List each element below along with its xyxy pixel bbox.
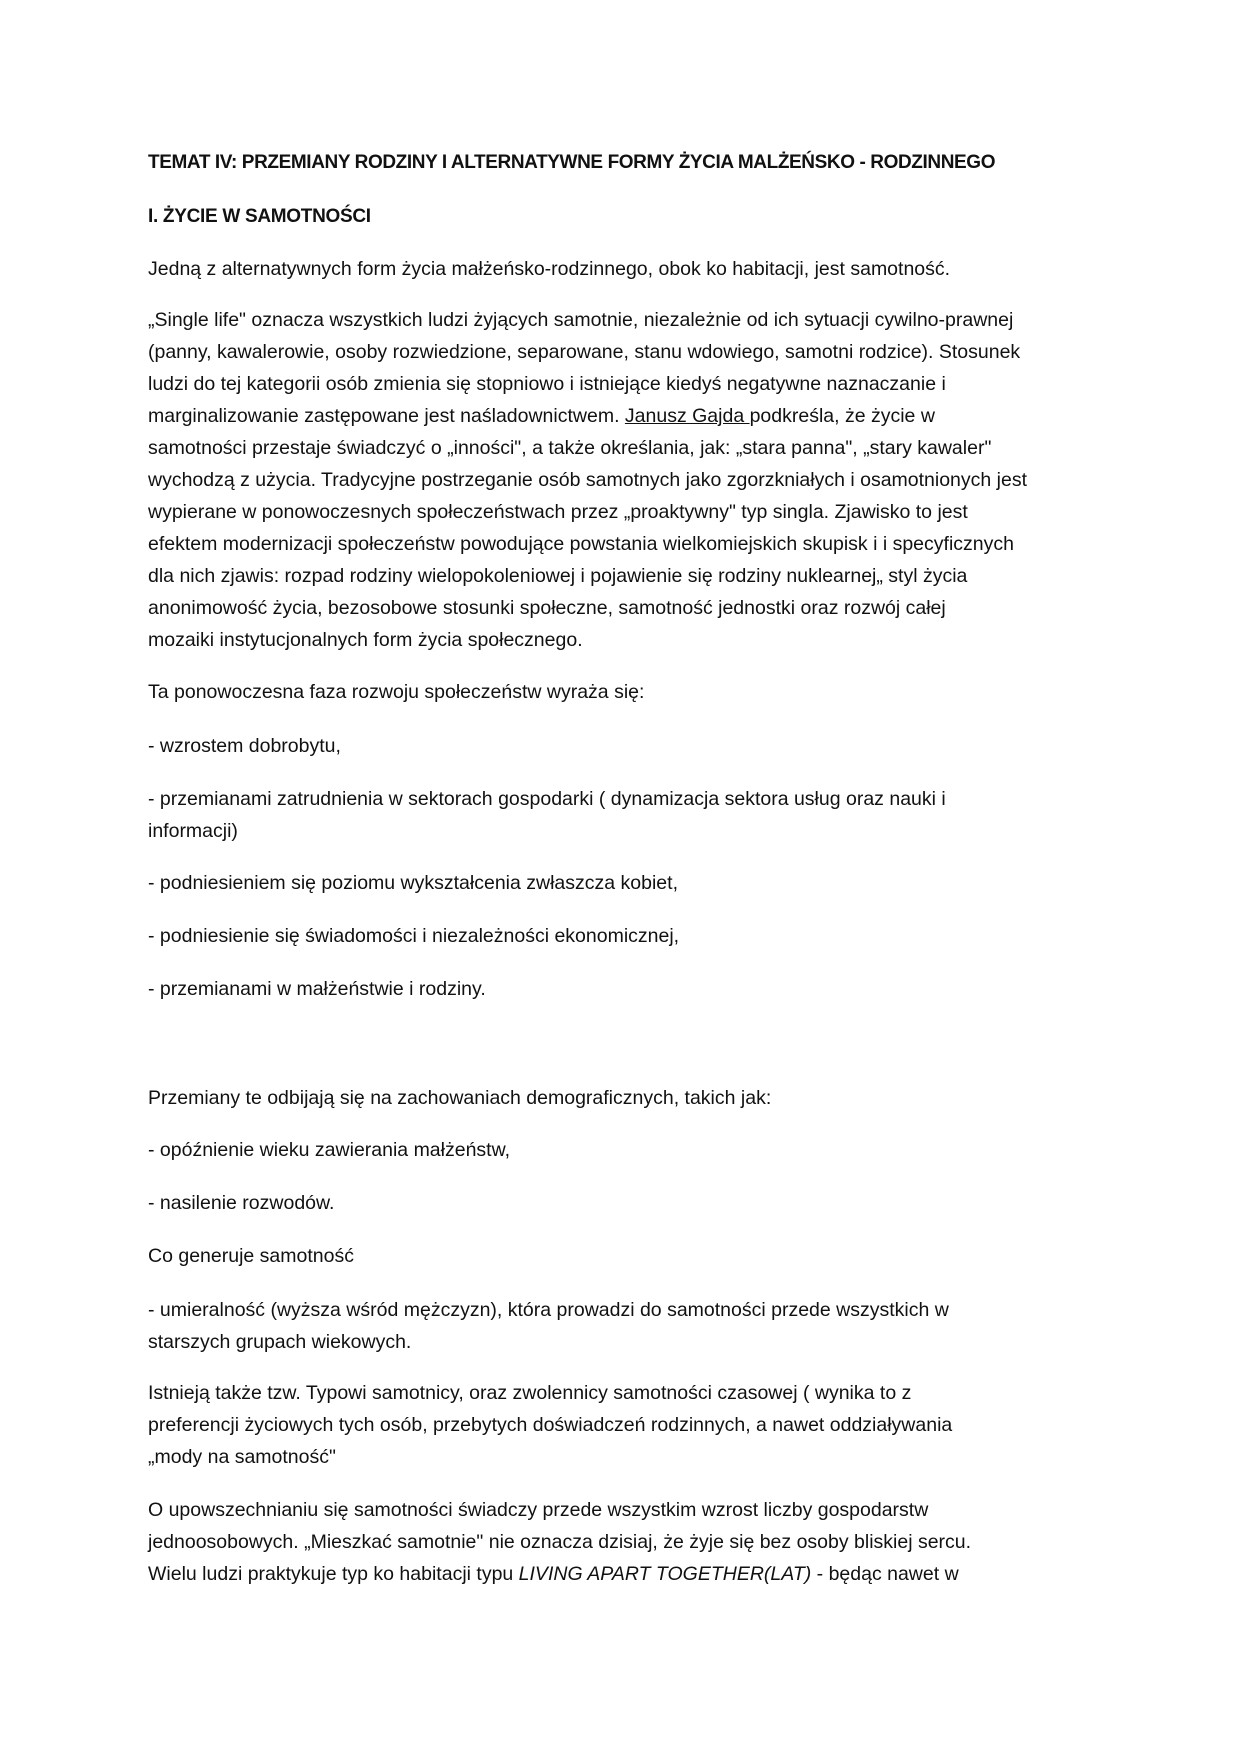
paragraph-line: - umieralność (wyższa wśród mężczyzn), która prowadzi do samotności przede wszystkich w: [148, 1299, 949, 1321]
demographic-intro: Przemiany te odbijają się na zachowaniach demograficznych, takich jak:: [148, 1087, 772, 1109]
section-heading: I. ŻYCIE W SAMOTNOŚCI: [148, 206, 371, 227]
list-item-line: - przemianami zatrudnienia w sektorach gospodarki ( dynamizacja sektora usług oraz nauki i: [148, 788, 946, 810]
paragraph-line: jednoosobowych. „Mieszkać samotnie" nie oznacza dzisiaj, że żyje się bez osoby bliskiej sercu.: [148, 1531, 972, 1553]
phase-intro: Ta ponowoczesna faza rozwoju społeczeństw wyraża się:: [148, 681, 645, 703]
list-item: - podniesieniem się poziomu wykształcenia zwłaszcza kobiet,: [148, 872, 678, 894]
list-item: - nasilenie rozwodów.: [148, 1192, 335, 1214]
paragraph-line: „mody na samotność": [148, 1446, 336, 1468]
paragraph-line: (panny, kawalerowie, osoby rozwiedzione, separowane, stanu wdowiego, samotni rodzice). Stosunek: [148, 341, 1021, 363]
intro-paragraph: Jedną z alternatywnych form życia małżeńsko-rodzinnego, obok ko habitacji, jest samotność.: [148, 258, 951, 280]
author-name: Janusz Gajda: [624, 405, 750, 427]
paragraph-line: dla nich zjawis: rozpad rodziny wielopokoleniowej i pojawienie się rodziny nuklearnej„ styl życia: [148, 565, 968, 587]
line-text: marginalizowanie zastępowane jest naśladownictwem.: [148, 405, 625, 427]
paragraph-line: preferencji życiowych tych osób, przebytych doświadczeń rodzinnych, a nawet oddziaływania: [148, 1414, 953, 1436]
spread-paragraph: [148, 1494, 1103, 1590]
paragraph-line: [148, 1558, 1103, 1590]
paragraph-line: mozaiki instytucjonalnych form życia społecznego.: [148, 629, 583, 651]
paragraph-line: [148, 400, 1103, 432]
line-text: podkreśla, że życie w: [749, 405, 935, 427]
list-item-line: informacji): [148, 820, 238, 842]
paragraph-line: efektem modernizacji społeczeństw powodujące powstania wielkomiejskich skupisk i i specyficznych: [148, 533, 1014, 555]
line-text: Wielu ludzi praktykuje typ ko habitacji typu: [148, 1563, 519, 1585]
list-item: - podniesienie się świadomości i niezależności ekonomicznej,: [148, 925, 680, 947]
paragraph-line: O upowszechnianiu się samotności świadczy przede wszystkim wzrost liczby gospodarstw: [148, 1499, 929, 1521]
generates-line: Co generuje samotność: [148, 1245, 354, 1267]
list-item: - wzrostem dobrobytu,: [148, 735, 341, 757]
single-life-paragraph: [148, 304, 1103, 656]
paragraph-line: ludzi do tej kategorii osób zmienia się stopniowo i istniejące kiedyś negatywne naznaczanie i: [148, 373, 946, 395]
list-item: - przemianami w małżeństwie i rodziny.: [148, 978, 486, 1000]
paragraph-line: wypierane w ponowoczesnych społeczeństwach przez „proaktywny" typ singla. Zjawisko to jest: [148, 501, 968, 523]
typical-loners-paragraph: [148, 1377, 1103, 1473]
paragraph-line: samotności przestaje świadczyć o „inności", a także określania, jak: „stara panna", „stary kawaler": [148, 437, 992, 459]
mortality-paragraph: [148, 1294, 1103, 1358]
paragraph-line: „Single life" oznacza wszystkich ludzi żyjących samotnie, niezależnie od ich sytuacji cywilno-prawnej: [148, 309, 1014, 331]
paragraph-line: anonimowość życia, bezosobowe stosunki społeczne, samotność jednostki oraz rozwój całej: [148, 597, 946, 619]
paragraph-line: wychodzą z użycia. Tradycyjne postrzeganie osób samotnych jako zgorzkniałych i osamotnionych jest: [148, 469, 1028, 491]
paragraph-line: Istnieją także tzw. Typowi samotnicy, oraz zwolennicy samotności czasowej ( wynika to z: [148, 1382, 912, 1404]
paragraph-line: starszych grupach wiekowych.: [148, 1331, 412, 1353]
list-item: [148, 783, 1103, 847]
document-title: TEMAT IV: PRZEMIANY RODZINY I ALTERNATYWNE FORMY ŻYCIA MALŻEŃSKO - RODZINNEGO: [148, 152, 996, 173]
line-text: - będąc nawet w: [811, 1563, 959, 1585]
lat-term: LIVING APART TOGETHER(LAT): [518, 1563, 812, 1585]
list-item: - opóźnienie wieku zawierania małżeństw,: [148, 1139, 511, 1161]
